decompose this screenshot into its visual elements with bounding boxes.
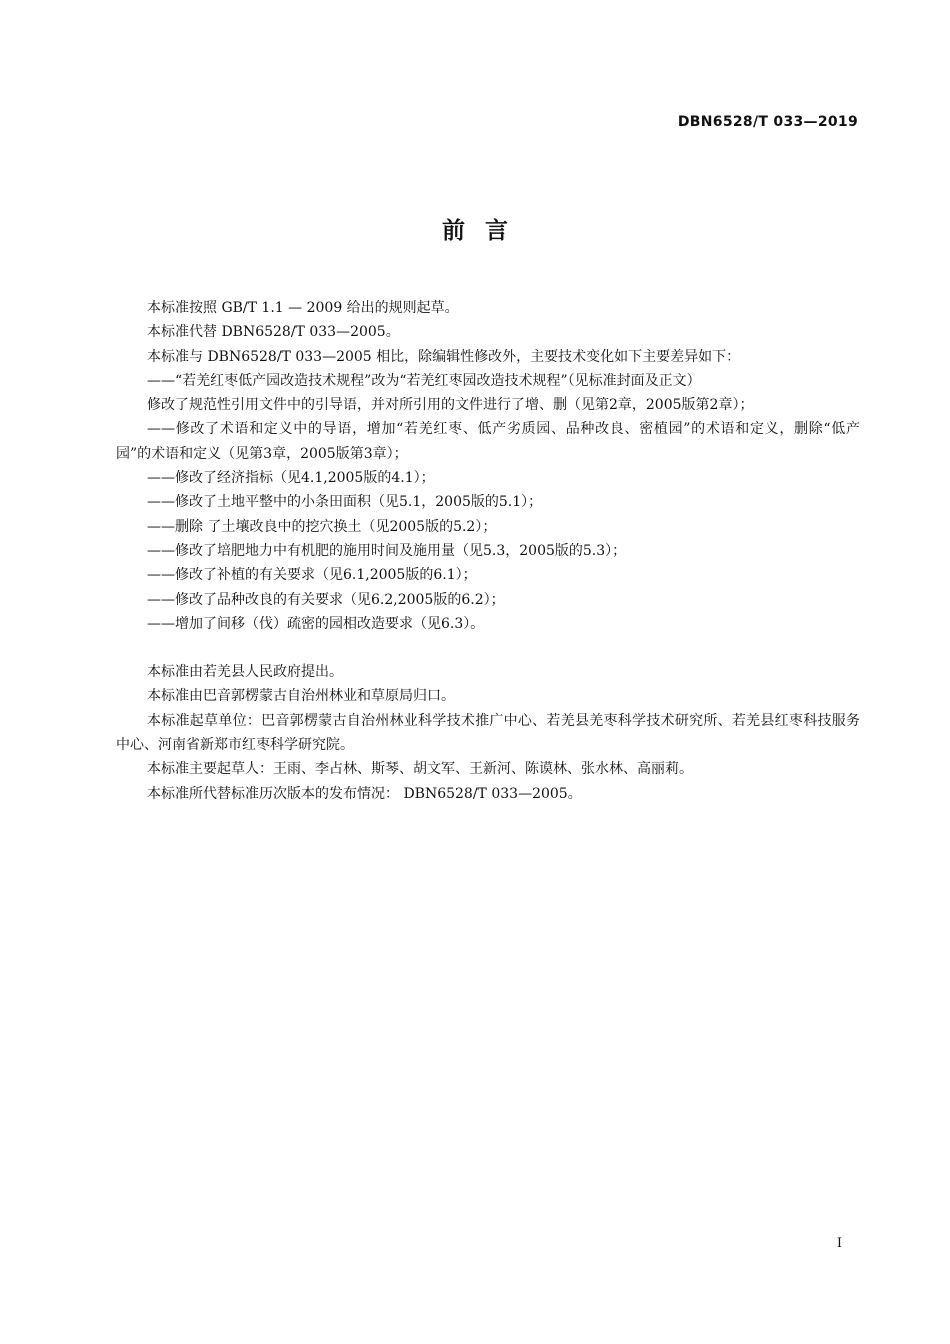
change-item-fertilization: ——修改了培肥地力中有机肥的施用时间及施用量（见5.3，2005版的5.3）； — [147, 542, 627, 559]
change-item-soil-improvement: ——删除 了土壤改良中的挖穴换土（见2005版的5.2）； — [147, 518, 497, 535]
paragraph-drafting-rules: 本标准按照 GB/T 1.1 — 2009 给出的规则起草。 — [147, 300, 459, 316]
change-item-land-leveling: ——修改了土地平整中的小条田面积（见5.1，2005版的5.1）； — [147, 494, 543, 511]
paragraph-under-jurisdiction: 本标准由巴音郭楞蒙古自治州林业和草原局归口。 — [147, 688, 455, 705]
paragraph-changes-intro: 本标准与 DBN6528/T 033—2005 相比，除编辑性修改外，主要技术变化如下主要差异如下： — [147, 348, 741, 365]
paragraph-proposed-by: 本标准由若羌县人民政府提出。 — [147, 664, 343, 681]
change-item-replanting: ——修改了补植的有关要求（见6.1,2005版的6.1）； — [147, 567, 477, 584]
paragraph-drafters: 本标准主要起草人：王雨、李占林、斯琴、胡文军、王新河、陈谟林、张水林、高丽莉。 — [147, 761, 693, 778]
change-item-title: ——“若羌红枣低产园改造技术规程”改为“若羌红枣园改造技术规程”（见标准封面及正文） — [147, 372, 701, 389]
page-title: 前言 — [442, 218, 528, 244]
paragraph-previous-editions: 本标准所代替标准历次版本的发布情况： DBN6528/T 033—2005。 — [147, 785, 582, 802]
paragraph-gap — [116, 636, 860, 660]
change-item-thinning: ——增加了间移（伐）疏密的园相改造要求（见6.3）。 — [147, 615, 485, 632]
change-item-economic-indicators: ——修改了经济指标（见4.1,2005版的4.1）； — [147, 470, 435, 487]
change-item-terms-definitions: ——修改了术语和定义中的导语，增加“若羌红枣、低产劣质园、品种改良、密植园”的术语和定义，删除“低产园”的术语和定义（见第3章，2005版第3章）； — [116, 421, 860, 462]
paragraph-replaces: 本标准代替 DBN6528/T 033—2005。 — [147, 324, 400, 341]
document-code: DBN6528/T 033—2019 — [677, 114, 858, 130]
page-number: I — [836, 1236, 842, 1251]
paragraph-drafting-units: 本标准起草单位：巴音郭楞蒙古自治州林业科学技术推广中心、若羌县羌枣科学技术研究所、若羌县红枣科技服务中心、河南省新郑市红枣科学研究院。 — [116, 712, 860, 754]
foreword-body — [116, 296, 860, 806]
change-item-variety-improvement: ——修改了品种改良的有关要求（见6.2,2005版的6.2）； — [147, 591, 505, 608]
change-item-normative-references: 修改了规范性引用文件中的引导语，并对所引用的文件进行了增、删（见第2章，2005版第2章）； — [147, 397, 754, 414]
